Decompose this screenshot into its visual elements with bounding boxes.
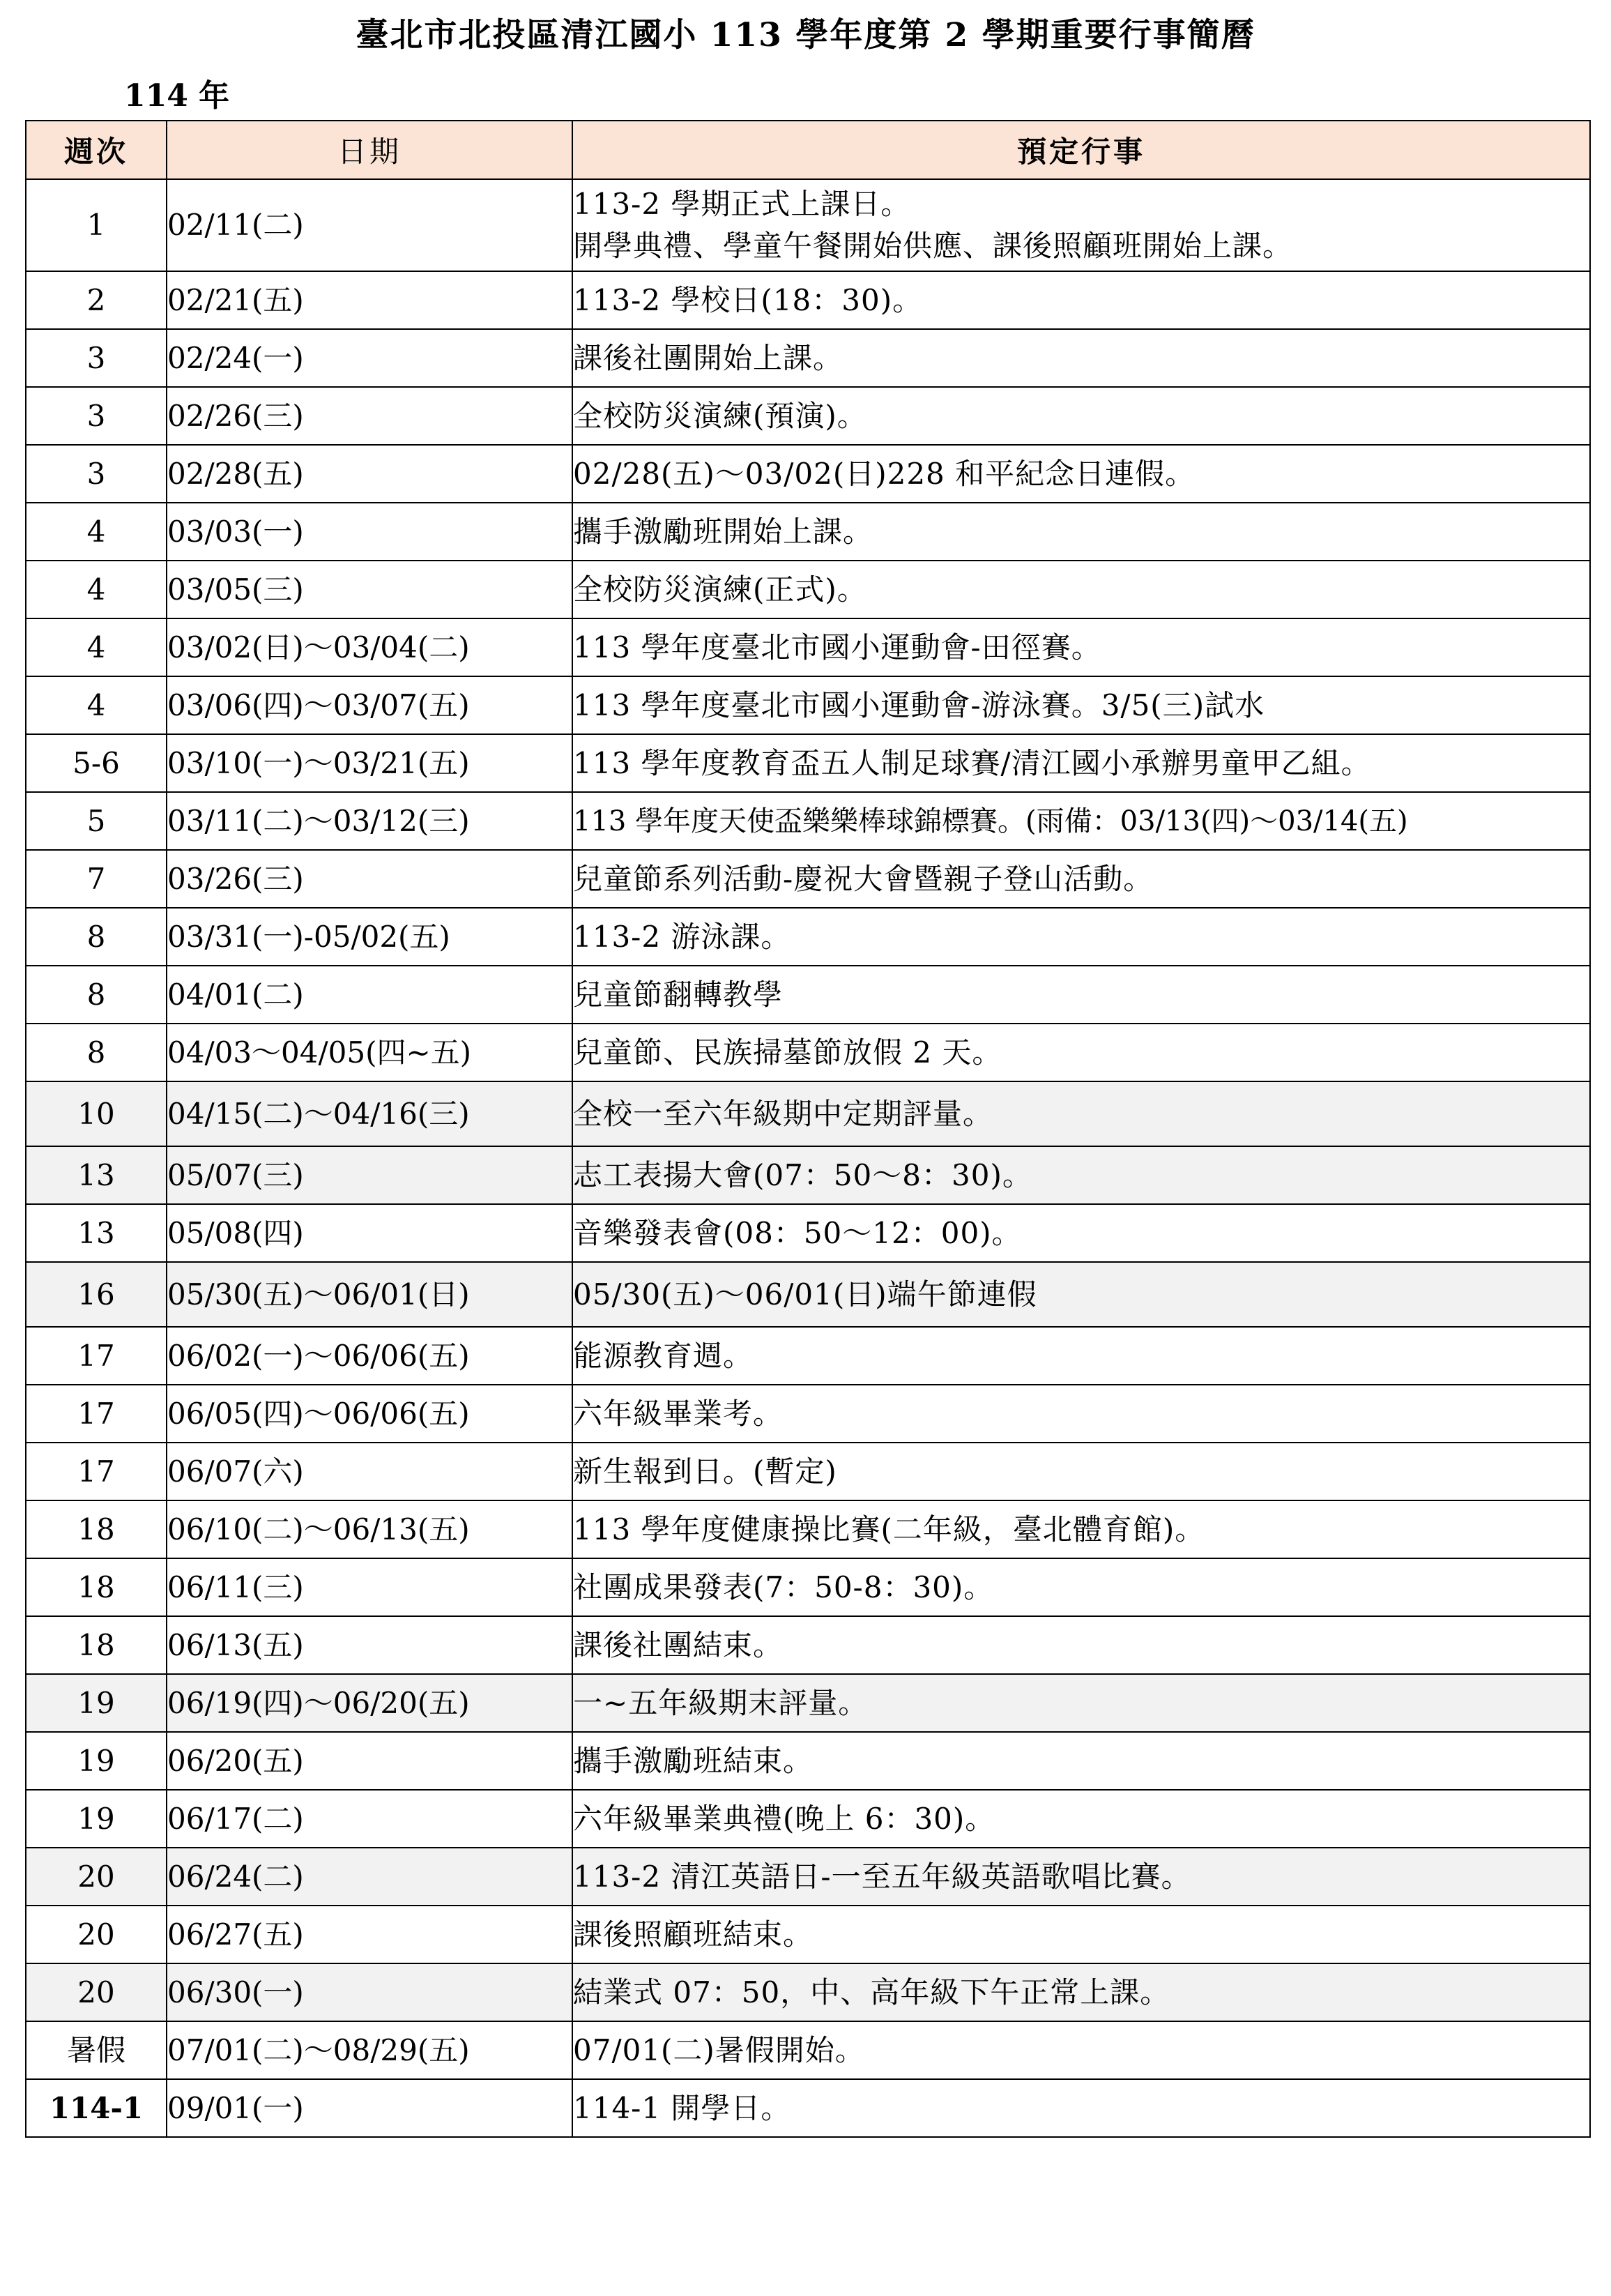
week-cell: 8 [26, 966, 167, 1024]
table-row [26, 966, 1590, 1024]
table-row [26, 1443, 1590, 1500]
table-row [26, 618, 1590, 676]
table-row [26, 1262, 1590, 1327]
date-cell: 02/11(二) [167, 179, 572, 271]
event-cell: 全校防災演練(正式)。 [572, 561, 1590, 618]
event-cell: 六年級畢業考。 [572, 1385, 1590, 1443]
table-row [26, 1848, 1590, 1906]
table-row [26, 1327, 1590, 1385]
date-cell: 06/30(一) [167, 1963, 572, 2021]
table-row [26, 1674, 1590, 1732]
week-cell: 4 [26, 503, 167, 561]
table-row [26, 1500, 1590, 1558]
date-cell: 03/03(一) [167, 503, 572, 561]
date-cell: 06/10(二)～06/13(五) [167, 1500, 572, 1558]
date-cell: 04/03～04/05(四~五) [167, 1024, 572, 1081]
table-row [26, 908, 1590, 966]
date-cell: 06/17(二) [167, 1790, 572, 1848]
event-cell: 能源教育週。 [572, 1327, 1590, 1385]
week-cell: 20 [26, 1848, 167, 1906]
date-cell: 02/26(三) [167, 387, 572, 445]
week-cell: 3 [26, 329, 167, 387]
date-cell: 05/07(三) [167, 1146, 572, 1204]
week-cell: 5-6 [26, 734, 167, 792]
date-cell: 06/13(五) [167, 1616, 572, 1674]
event-cell: 六年級畢業典禮(晚上 6：30)。 [572, 1790, 1590, 1848]
event-cell: 113 學年度健康操比賽(二年級，臺北體育館)。 [572, 1500, 1590, 1558]
date-cell: 03/05(三) [167, 561, 572, 618]
table-row [26, 271, 1590, 329]
table-row [26, 561, 1590, 618]
week-cell: 18 [26, 1558, 167, 1616]
week-cell: 暑假 [26, 2021, 167, 2079]
date-cell: 09/01(一) [167, 2079, 572, 2137]
date-cell: 06/05(四)～06/06(五) [167, 1385, 572, 1443]
week-cell: 13 [26, 1146, 167, 1204]
date-cell: 03/26(三) [167, 850, 572, 908]
page-title: 臺北市北投區清江國小 113 學年度第 2 學期重要行事簡曆 [356, 16, 1255, 54]
date-cell: 03/31(一)-05/02(五) [167, 908, 572, 966]
table-row [26, 1385, 1590, 1443]
week-cell: 19 [26, 1790, 167, 1848]
column-header-event: 預定行事 [572, 121, 1590, 179]
week-cell: 19 [26, 1732, 167, 1790]
table-row [26, 1558, 1590, 1616]
table-row [26, 1732, 1590, 1790]
week-cell: 4 [26, 561, 167, 618]
table-row [26, 1024, 1590, 1081]
date-cell: 03/02(日)～03/04(二) [167, 618, 572, 676]
date-cell: 03/10(一)～03/21(五) [167, 734, 572, 792]
table-row [26, 1616, 1590, 1674]
date-cell: 02/28(五) [167, 445, 572, 503]
table-row [26, 445, 1590, 503]
week-cell: 17 [26, 1443, 167, 1500]
week-cell: 8 [26, 908, 167, 966]
date-cell: 06/27(五) [167, 1906, 572, 1963]
table-row [26, 1963, 1590, 2021]
event-cell: 113 學年度教育盃五人制足球賽/清江國小承辦男童甲乙組。 [572, 734, 1590, 792]
table-row [26, 1790, 1590, 1848]
table-row [26, 1146, 1590, 1204]
date-cell: 04/01(二) [167, 966, 572, 1024]
week-cell: 8 [26, 1024, 167, 1081]
event-cell: 全校一至六年級期中定期評量。 [572, 1081, 1590, 1146]
week-cell: 4 [26, 618, 167, 676]
table-header-row [26, 121, 1590, 179]
event-cell: 113 學年度臺北市國小運動會-游泳賽。3/5(三)試水 [572, 676, 1590, 734]
date-cell: 06/02(一)～06/06(五) [167, 1327, 572, 1385]
week-cell: 4 [26, 676, 167, 734]
event-cell: 一~五年級期末評量。 [572, 1674, 1590, 1732]
table-row [26, 1204, 1590, 1262]
event-cell: 兒童節翻轉教學 [572, 966, 1590, 1024]
event-cell: 結業式 07：50，中、高年級下午正常上課。 [572, 1963, 1590, 2021]
table-row [26, 503, 1590, 561]
event-cell: 113 學年度天使盃樂樂棒球錦標賽。(雨備：03/13(四)～03/14(五) [572, 792, 1590, 850]
week-cell: 16 [26, 1262, 167, 1327]
date-cell: 06/20(五) [167, 1732, 572, 1790]
date-cell: 04/15(二)～04/16(三) [167, 1081, 572, 1146]
date-cell: 03/11(二)～03/12(三) [167, 792, 572, 850]
schedule-table [25, 120, 1591, 2138]
week-cell: 18 [26, 1616, 167, 1674]
date-cell: 05/08(四) [167, 1204, 572, 1262]
date-cell: 06/07(六) [167, 1443, 572, 1500]
week-cell: 17 [26, 1385, 167, 1443]
event-cell: 課後照顧班結束。 [572, 1906, 1590, 1963]
event-line: 開學典禮、學童午餐開始供應、課後照顧班開始上課。 [573, 229, 1293, 263]
event-cell: 07/01(二)暑假開始。 [572, 2021, 1590, 2079]
week-cell: 5 [26, 792, 167, 850]
week-cell: 3 [26, 445, 167, 503]
week-cell: 13 [26, 1204, 167, 1262]
date-cell: 06/11(三) [167, 1558, 572, 1616]
week-cell: 19 [26, 1674, 167, 1732]
table-row [26, 1906, 1590, 1963]
event-cell: 兒童節、民族掃墓節放假 2 天。 [572, 1024, 1590, 1081]
table-row [26, 2079, 1590, 2137]
event-cell: 課後社團結束。 [572, 1616, 1590, 1674]
week-cell: 2 [26, 271, 167, 329]
event-cell: 113 學年度臺北市國小運動會-田徑賽。 [572, 618, 1590, 676]
event-cell: 音樂發表會(08：50～12：00)。 [572, 1204, 1590, 1262]
week-cell: 20 [26, 1963, 167, 2021]
event-cell: 全校防災演練(預演)。 [572, 387, 1590, 445]
table-row [26, 2021, 1590, 2079]
week-cell: 20 [26, 1906, 167, 1963]
table-row [26, 329, 1590, 387]
event-cell: 新生報到日。(暫定) [572, 1443, 1590, 1500]
date-cell: 06/24(二) [167, 1848, 572, 1906]
year-label: 114 年 [124, 78, 230, 114]
week-cell: 114-1 [26, 2079, 167, 2137]
event-cell: 113-2 學校日(18：30)。 [572, 271, 1590, 329]
event-cell: 05/30(五)～06/01(日)端午節連假 [572, 1262, 1590, 1327]
week-cell: 18 [26, 1500, 167, 1558]
event-line: 113-2 學期正式上課日。 [573, 187, 911, 221]
event-cell: 志工表揚大會(07：50～8：30)。 [572, 1146, 1590, 1204]
date-cell: 02/21(五) [167, 271, 572, 329]
event-cell: 兒童節系列活動-慶祝大會暨親子登山活動。 [572, 850, 1590, 908]
column-header-date: 日期 [167, 121, 572, 179]
week-cell: 10 [26, 1081, 167, 1146]
week-cell: 1 [26, 179, 167, 271]
column-header-week: 週次 [26, 121, 167, 179]
event-cell: 02/28(五)～03/02(日)228 和平紀念日連假。 [572, 445, 1590, 503]
week-cell: 17 [26, 1327, 167, 1385]
date-cell: 05/30(五)～06/01(日) [167, 1262, 572, 1327]
event-cell: 課後社團開始上課。 [572, 329, 1590, 387]
event-cell: 113-2 游泳課。 [572, 908, 1590, 966]
event-cell: 攜手激勵班開始上課。 [572, 503, 1590, 561]
event-cell: 攜手激勵班結束。 [572, 1732, 1590, 1790]
week-cell: 7 [26, 850, 167, 908]
table-row [26, 734, 1590, 792]
date-cell: 06/19(四)～06/20(五) [167, 1674, 572, 1732]
table-row [26, 179, 1590, 271]
table-row [26, 850, 1590, 908]
date-cell: 02/24(一) [167, 329, 572, 387]
date-cell: 07/01(二)～08/29(五) [167, 2021, 572, 2079]
event-cell: 113-2 清江英語日-一至五年級英語歌唱比賽。 [572, 1848, 1590, 1906]
date-cell: 03/06(四)～03/07(五) [167, 676, 572, 734]
event-cell: 114-1 開學日。 [572, 2079, 1590, 2137]
event-cell: 社團成果發表(7：50-8：30)。 [572, 1558, 1590, 1616]
table-row [26, 1081, 1590, 1146]
event-cell [572, 179, 1590, 271]
table-row [26, 676, 1590, 734]
table-row [26, 792, 1590, 850]
table-row [26, 387, 1590, 445]
week-cell: 3 [26, 387, 167, 445]
